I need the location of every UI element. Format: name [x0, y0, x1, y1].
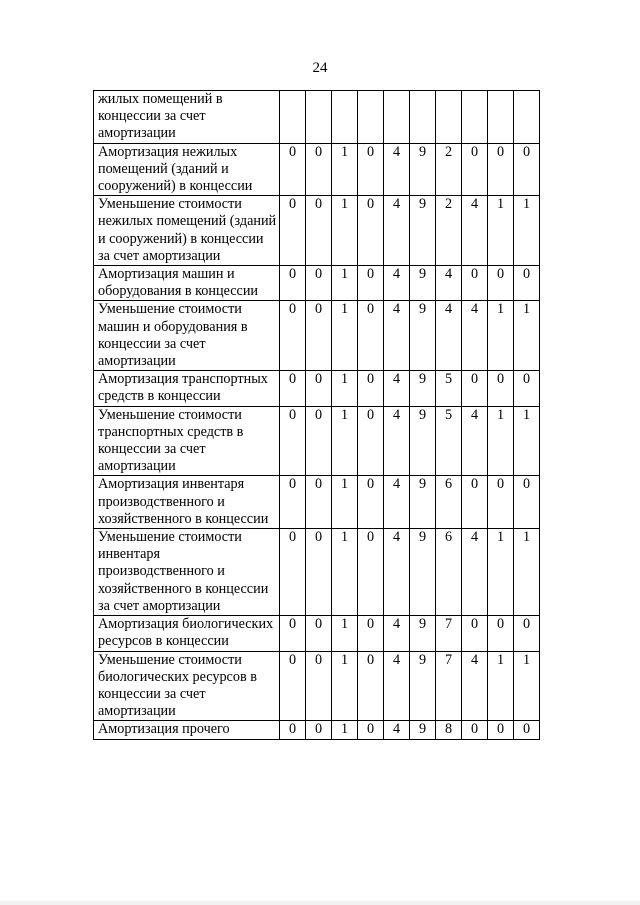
code-digit-cell: 0 — [280, 266, 306, 301]
code-digit-cell: 8 — [436, 721, 462, 739]
code-digit-cell: 4 — [384, 301, 410, 371]
table-row — [94, 406, 540, 476]
code-digit-cell: 0 — [306, 143, 332, 196]
code-digit-cell: 0 — [514, 371, 540, 406]
row-label: Амортизация транспортных средств в концессии — [94, 371, 280, 406]
code-digit-cell: 0 — [280, 371, 306, 406]
code-digit-cell: 0 — [488, 266, 514, 301]
code-digit-cell: 1 — [332, 651, 358, 721]
code-digit-cell: 4 — [384, 721, 410, 739]
code-digit-cell: 4 — [462, 301, 488, 371]
code-digit-cell: 0 — [358, 529, 384, 616]
code-digit-cell: 0 — [462, 266, 488, 301]
code-digit-cell — [410, 91, 436, 144]
row-label: Амортизация нежилых помещений (зданий и сооружений) в концессии — [94, 143, 280, 196]
code-digit-cell: 7 — [436, 651, 462, 721]
code-digit-cell: 6 — [436, 476, 462, 529]
code-digit-cell: 0 — [306, 529, 332, 616]
code-digit-cell: 1 — [332, 143, 358, 196]
code-digit-cell: 1 — [332, 301, 358, 371]
code-digit-cell — [332, 91, 358, 144]
code-digit-cell: 9 — [410, 143, 436, 196]
code-digit-cell: 0 — [514, 143, 540, 196]
code-digit-cell: 4 — [462, 651, 488, 721]
code-digit-cell: 0 — [488, 476, 514, 529]
code-digit-cell: 1 — [332, 196, 358, 266]
code-digit-cell — [436, 91, 462, 144]
table-row — [94, 196, 540, 266]
table-row — [94, 301, 540, 371]
code-digit-cell: 0 — [358, 616, 384, 651]
table-row — [94, 91, 540, 144]
table-row — [94, 143, 540, 196]
code-digit-cell — [384, 91, 410, 144]
code-digit-cell: 0 — [280, 616, 306, 651]
code-digit-cell: 0 — [306, 406, 332, 476]
row-label: Амортизация биологических ресурсов в концессии — [94, 616, 280, 651]
code-digit-cell: 1 — [332, 266, 358, 301]
code-digit-cell: 4 — [384, 266, 410, 301]
code-digit-cell: 4 — [436, 301, 462, 371]
code-digit-cell: 1 — [514, 301, 540, 371]
table-row — [94, 371, 540, 406]
code-digit-cell: 9 — [410, 266, 436, 301]
code-digit-cell: 9 — [410, 476, 436, 529]
code-digit-cell: 6 — [436, 529, 462, 616]
row-label: Уменьшение стоимости биологических ресурсов в концессии за счет амортизации — [94, 651, 280, 721]
code-digit-cell: 1 — [332, 476, 358, 529]
code-digit-cell: 0 — [358, 266, 384, 301]
code-digit-cell: 0 — [488, 721, 514, 739]
code-digit-cell: 1 — [332, 721, 358, 739]
code-digit-cell: 0 — [462, 616, 488, 651]
code-digit-cell — [306, 91, 332, 144]
code-digit-cell: 0 — [358, 301, 384, 371]
page-number: 24 — [312, 60, 328, 76]
code-digit-cell: 0 — [306, 196, 332, 266]
code-digit-cell: 5 — [436, 406, 462, 476]
code-digit-cell: 0 — [306, 651, 332, 721]
table-row — [94, 651, 540, 721]
code-digit-cell: 0 — [462, 476, 488, 529]
code-digit-cell: 0 — [280, 301, 306, 371]
code-digit-cell: 0 — [358, 476, 384, 529]
row-label: Уменьшение стоимости транспортных средств в концессии за счет амортизации — [94, 406, 280, 476]
code-digit-cell: 1 — [488, 406, 514, 476]
code-digit-cell: 0 — [280, 406, 306, 476]
code-digit-cell: 4 — [384, 143, 410, 196]
code-digit-cell: 0 — [488, 371, 514, 406]
code-digit-cell: 9 — [410, 651, 436, 721]
code-digit-cell: 0 — [306, 301, 332, 371]
code-digit-cell: 0 — [462, 721, 488, 739]
code-digit-cell: 1 — [332, 529, 358, 616]
code-digit-cell — [280, 91, 306, 144]
code-digit-cell: 4 — [462, 406, 488, 476]
code-digit-cell: 4 — [436, 266, 462, 301]
code-digit-cell: 0 — [280, 721, 306, 739]
code-digit-cell — [358, 91, 384, 144]
code-digit-cell: 4 — [384, 529, 410, 616]
code-digit-cell: 1 — [514, 196, 540, 266]
code-digit-cell: 1 — [332, 406, 358, 476]
code-digit-cell: 9 — [410, 371, 436, 406]
code-digit-cell: 1 — [488, 651, 514, 721]
code-digit-cell: 1 — [488, 196, 514, 266]
code-digit-cell: 2 — [436, 196, 462, 266]
code-digit-cell: 9 — [410, 196, 436, 266]
code-digit-cell: 1 — [514, 406, 540, 476]
code-digit-cell: 0 — [306, 721, 332, 739]
row-label: Уменьшение стоимости машин и оборудования в концессии за счет амортизации — [94, 301, 280, 371]
code-digit-cell: 9 — [410, 301, 436, 371]
table-row — [94, 721, 540, 739]
table-row — [94, 476, 540, 529]
code-digit-cell: 4 — [462, 529, 488, 616]
code-digit-cell: 7 — [436, 616, 462, 651]
row-label: жилых помещений в концессии за счет амортизации — [94, 91, 280, 144]
code-digit-cell: 1 — [514, 529, 540, 616]
code-digit-cell: 4 — [384, 476, 410, 529]
code-digit-cell: 0 — [514, 266, 540, 301]
code-digit-cell: 0 — [280, 476, 306, 529]
code-digit-cell: 4 — [384, 406, 410, 476]
code-digit-cell: 0 — [280, 529, 306, 616]
code-digit-cell: 1 — [514, 651, 540, 721]
code-digit-cell: 1 — [488, 301, 514, 371]
code-digit-cell: 1 — [332, 616, 358, 651]
code-digit-cell: 5 — [436, 371, 462, 406]
code-digit-cell: 4 — [384, 616, 410, 651]
code-digit-cell: 0 — [462, 143, 488, 196]
code-digit-cell: 0 — [306, 476, 332, 529]
code-digit-cell: 0 — [488, 143, 514, 196]
table-body — [94, 91, 540, 740]
code-digit-cell — [514, 91, 540, 144]
code-digit-cell — [462, 91, 488, 144]
code-digit-cell: 0 — [280, 143, 306, 196]
code-digit-cell: 0 — [306, 616, 332, 651]
row-label: Уменьшение стоимости инвентаря производственного и хозяйственного в концессии за счет амортизации — [94, 529, 280, 616]
code-digit-cell: 0 — [358, 721, 384, 739]
code-digit-cell: 0 — [280, 196, 306, 266]
account-codes-table — [93, 90, 540, 740]
code-digit-cell: 4 — [384, 371, 410, 406]
row-label: Амортизация инвентаря производственного и хозяйственного в концессии — [94, 476, 280, 529]
code-digit-cell: 0 — [514, 616, 540, 651]
code-digit-cell: 2 — [436, 143, 462, 196]
code-digit-cell: 0 — [358, 196, 384, 266]
code-digit-cell: 0 — [358, 371, 384, 406]
table-row — [94, 529, 540, 616]
row-label: Амортизация прочего — [94, 721, 280, 739]
code-digit-cell: 0 — [514, 476, 540, 529]
code-digit-cell: 9 — [410, 721, 436, 739]
scan-edge — [0, 901, 640, 905]
row-label: Амортизация машин и оборудования в концессии — [94, 266, 280, 301]
code-digit-cell: 9 — [410, 529, 436, 616]
code-digit-cell: 0 — [306, 371, 332, 406]
code-digit-cell: 4 — [384, 196, 410, 266]
row-label: Уменьшение стоимости нежилых помещений (зданий и сооружений) в концессии за счет амортизации — [94, 196, 280, 266]
code-digit-cell: 4 — [462, 196, 488, 266]
code-digit-cell: 0 — [358, 143, 384, 196]
code-digit-cell: 0 — [280, 651, 306, 721]
code-digit-cell: 0 — [462, 371, 488, 406]
code-digit-cell: 0 — [488, 616, 514, 651]
code-digit-cell: 0 — [306, 266, 332, 301]
code-digit-cell: 0 — [514, 721, 540, 739]
code-digit-cell: 0 — [358, 651, 384, 721]
table-row — [94, 616, 540, 651]
code-digit-cell: 4 — [384, 651, 410, 721]
code-digit-cell — [488, 91, 514, 144]
code-digit-cell: 0 — [358, 406, 384, 476]
code-digit-cell: 1 — [332, 371, 358, 406]
code-digit-cell: 9 — [410, 406, 436, 476]
table-row — [94, 266, 540, 301]
code-digit-cell: 1 — [488, 529, 514, 616]
code-digit-cell: 9 — [410, 616, 436, 651]
